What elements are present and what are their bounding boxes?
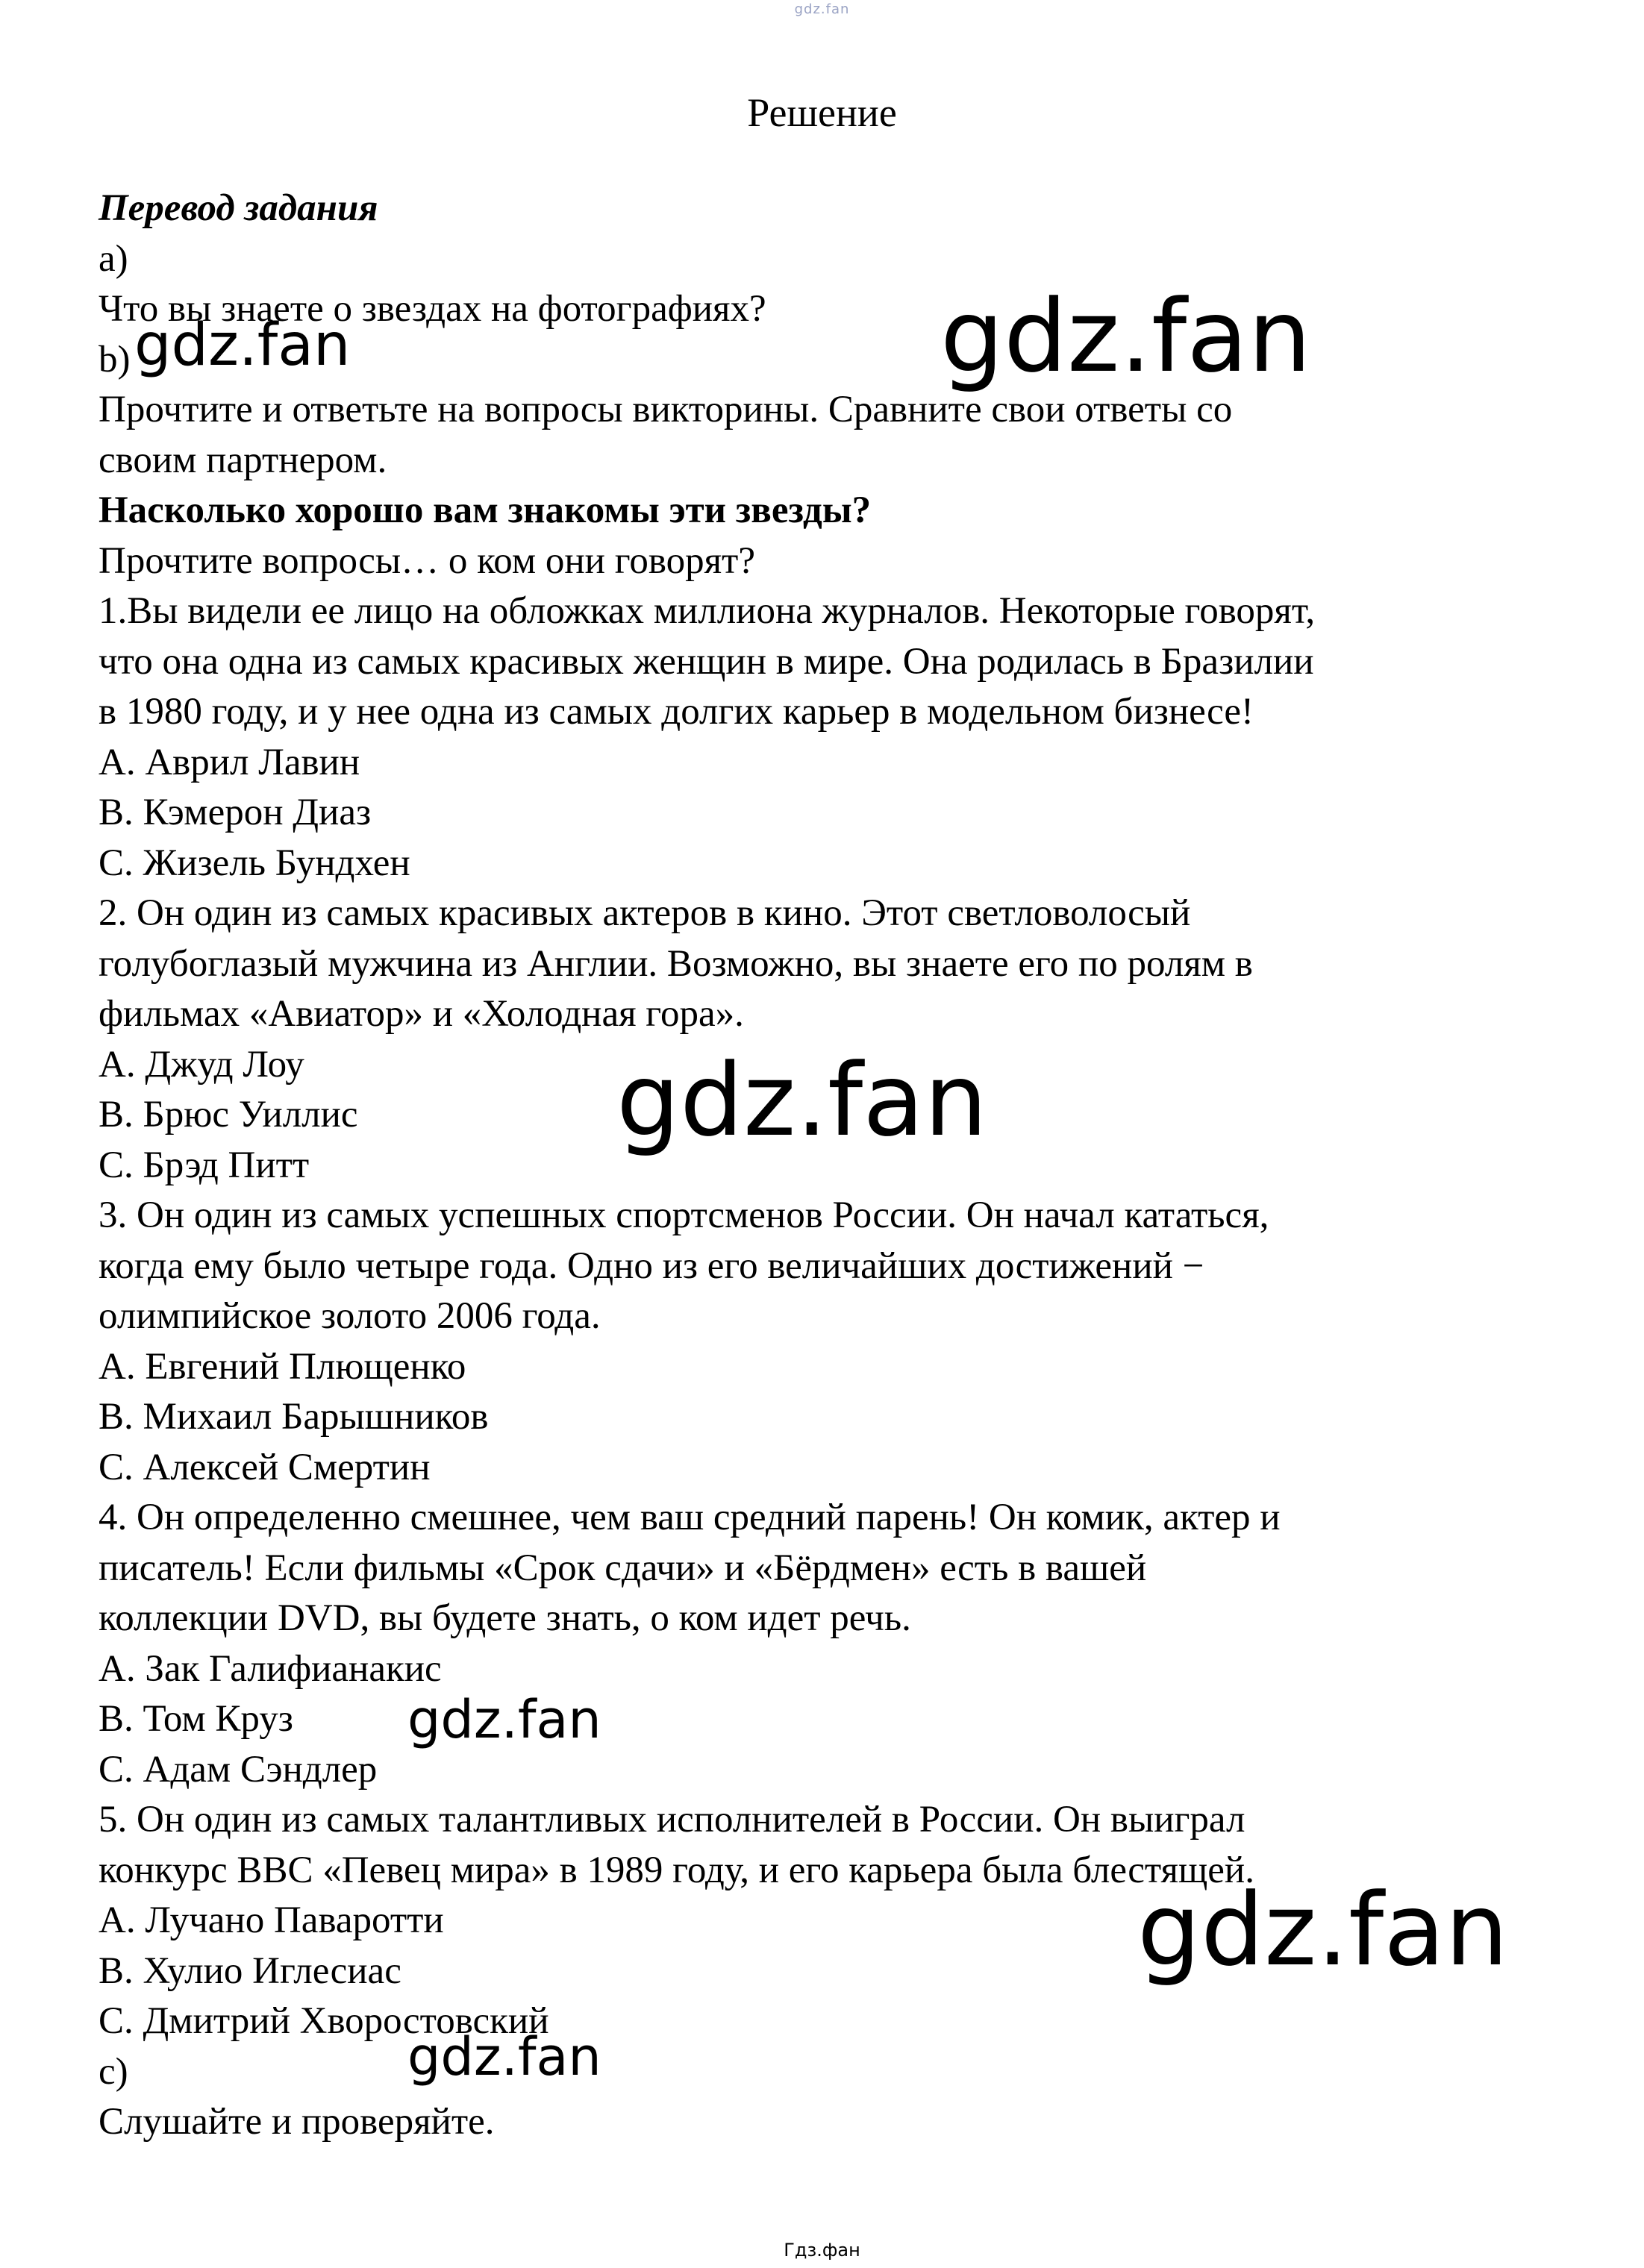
question-2-option-a: A. Джуд Лоу xyxy=(99,1043,304,1086)
document-body xyxy=(99,184,1576,2148)
watermark-text: gdz.fan xyxy=(1137,1872,1509,1988)
question-2-line: фильмах «Авиатор» и «Холодная гора». xyxy=(99,993,744,1035)
question-4-option-a: A. Зак Галифианакис xyxy=(99,1647,442,1690)
watermark-text: gdz.fan xyxy=(940,278,1312,395)
question-1-line: 1.Вы видели ее лицо на обложках миллиона журналов. Некоторые говорят, xyxy=(99,590,1316,632)
part-c-label: c) xyxy=(99,2050,128,2093)
question-5-line: 5. Он один из самых талантливых исполнителей в России. Он выиграл xyxy=(99,1799,1245,1841)
question-5-option-a: A. Лучано Паваротти xyxy=(99,1899,444,1941)
question-4-option-b: B. Том Круз xyxy=(99,1698,293,1740)
question-4-option-c: C. Адам Сэндлер xyxy=(99,1748,378,1791)
page-title: Решение xyxy=(747,90,897,135)
question-1-option-a: A. Аврил Лавин xyxy=(99,741,360,783)
question-2-line: голубоглазый мужчина из Англии. Возможно, вы знаете его по ролям в xyxy=(99,942,1253,985)
question-4-line: коллекции DVD, вы будете знать, о ком идет речь. xyxy=(99,1597,911,1639)
part-b-text-line: своим партнером. xyxy=(99,439,387,481)
question-1-option-c: C. Жизель Бундхен xyxy=(99,842,410,884)
question-1-line: в 1980 году, и у нее одна из самых долгих карьер в модельном бизнесе! xyxy=(99,691,1254,733)
footer-watermark: Гдз.фан xyxy=(784,2240,860,2261)
question-3-option-a: A. Евгений Плющенко xyxy=(99,1345,466,1388)
quiz-heading: Насколько хорошо вам знакомы эти звезды? xyxy=(99,489,872,531)
part-a-label: a) xyxy=(99,237,128,280)
question-4-line: писатель! Если фильмы «Срок сдачи» и «Бёрдмен» есть в вашей xyxy=(99,1547,1147,1589)
question-3-line: когда ему было четыре года. Одно из его величайших достижений − xyxy=(99,1244,1204,1287)
top-watermark: gdz.fan xyxy=(794,1,850,17)
question-5-option-b: B. Хулио Иглесиас xyxy=(99,1949,401,1992)
question-2-option-c: C. Брэд Питт xyxy=(99,1144,310,1186)
section-subheading: Перевод задания xyxy=(99,187,378,229)
watermark-text: gdz.fan xyxy=(616,1042,988,1159)
question-2-line: 2. Он один из самых красивых актеров в кино. Этот светловолосый xyxy=(99,892,1191,934)
part-a-text: Что вы знаете о звездах на фотографиях? xyxy=(99,288,766,330)
question-1-option-b: B. Кэмерон Диаз xyxy=(99,792,372,833)
watermark-text: gdz.fan xyxy=(134,312,351,379)
part-b-text-line: Прочтите и ответьте на вопросы викторины. Сравните свои ответы со xyxy=(99,389,1233,430)
quiz-intro: Прочтите вопросы… о ком они говорят? xyxy=(99,539,755,582)
question-5-line: конкурс BBC «Певец мира» в 1989 году, и его карьера была блестящей. xyxy=(99,1849,1254,1891)
watermark-text: gdz.fan xyxy=(407,1689,601,1750)
question-3-line: олимпийское золото 2006 года. xyxy=(99,1295,601,1337)
part-b-label: b) xyxy=(99,338,131,380)
question-1-line: что она одна из самых красивых женщин в мире. Она родилась в Бразилии xyxy=(99,640,1314,683)
question-4-line: 4. Он определенно смешнее, чем ваш средний парень! Он комик, актер и xyxy=(99,1497,1281,1538)
question-3-option-b: B. Михаил Барышников xyxy=(99,1396,489,1438)
part-c-text: Слушайте и проверяйте. xyxy=(99,2101,495,2143)
watermark-text: gdz.fan xyxy=(407,2026,601,2087)
question-5-option-c: C. Дмитрий Хворостовский xyxy=(99,2000,549,2042)
question-3-option-c: C. Алексей Смертин xyxy=(99,1446,431,1488)
question-2-option-b: B. Брюс Уиллис xyxy=(99,1094,358,1135)
question-3-line: 3. Он один из самых успешных спортсменов России. Он начал кататься, xyxy=(99,1194,1269,1236)
